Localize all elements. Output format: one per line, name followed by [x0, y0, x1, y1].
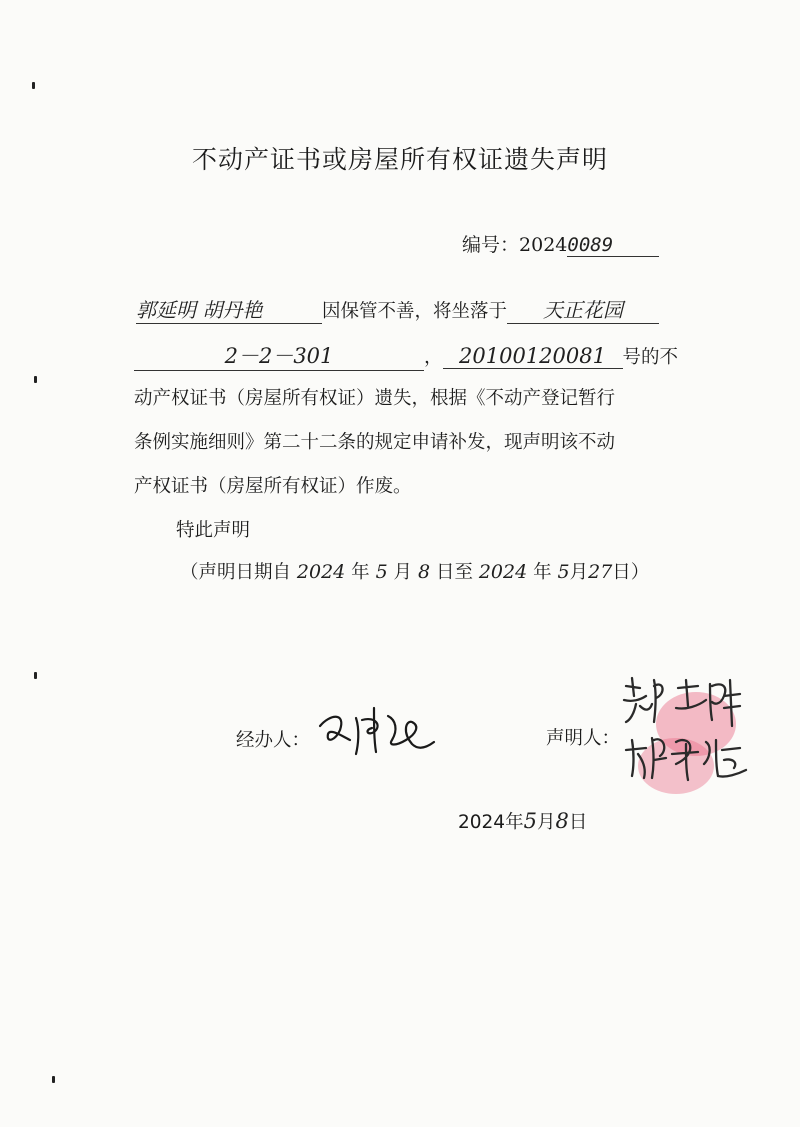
declaration-period [180, 558, 649, 584]
period-close: 日） [612, 562, 650, 583]
date-day: 8 [555, 809, 569, 833]
body-comma: ， [424, 347, 443, 368]
declarant-label: 声明人： [546, 728, 621, 749]
period-start-day: 8 [417, 561, 431, 583]
period-yue-1: 月 [393, 562, 413, 583]
agent-signature [316, 700, 440, 760]
scan-mark [34, 376, 37, 383]
date-ri: 日 [568, 812, 588, 833]
location-handwritten: 天正花园 [507, 294, 659, 324]
scan-mark [34, 672, 37, 679]
period-start-year: 2024 [296, 561, 346, 583]
period-yue-2: 月 [569, 562, 589, 583]
date-year: 2024 [458, 812, 506, 833]
serial-prefix: 2024 [519, 234, 568, 256]
body-text-2: 号的不 [622, 347, 679, 368]
special-statement: 特此声明 [176, 520, 251, 541]
scan-mark [52, 1076, 55, 1083]
body-line-4: 条例实施细则》第二十二条的规定申请补发，现声明该不动 [134, 432, 616, 453]
body-line-1 [136, 294, 659, 324]
agent-label: 经办人： [236, 730, 311, 751]
date-nian: 年 [505, 812, 524, 833]
period-end-year: 2024 [478, 561, 528, 583]
cert-number-handwritten: 20100120081 [443, 344, 623, 369]
body-line-5: 产权证书（房屋所有权证）作废。 [134, 476, 412, 497]
period-end-day: 27 [588, 561, 613, 583]
date-month: 5 [523, 809, 537, 833]
body-line-3: 动产权证书（房屋所有权证）遗失，根据《不动产登记暂行 [134, 388, 616, 409]
document-title: 不动产证书或房屋所有权证遗失声明 [191, 145, 608, 174]
serial-label: 编号： [462, 234, 520, 256]
body-text-1: 因保管不善，将坐落于 [322, 301, 508, 322]
period-nian-2: 年 [533, 562, 552, 583]
fingerprint-stamp-2 [638, 738, 714, 794]
unit-handwritten: 2－2－301 [134, 340, 424, 371]
period-end-month: 5 [557, 561, 570, 583]
body-line-2 [134, 340, 678, 371]
date-yue: 月 [536, 812, 556, 833]
period-nian-1: 年 [351, 562, 370, 583]
period-open: （声明日期自 [180, 562, 292, 583]
declarant-signature-with-fingerprint [606, 666, 766, 806]
scan-mark [32, 82, 35, 89]
owners-handwritten: 郭延明 胡丹艳 [136, 294, 322, 324]
serial-handwritten: 0089 [567, 234, 659, 257]
serial-number [462, 230, 659, 257]
period-ri-zhi: 日至 [435, 562, 473, 583]
document-date [458, 808, 587, 834]
period-start-month: 5 [375, 561, 388, 583]
